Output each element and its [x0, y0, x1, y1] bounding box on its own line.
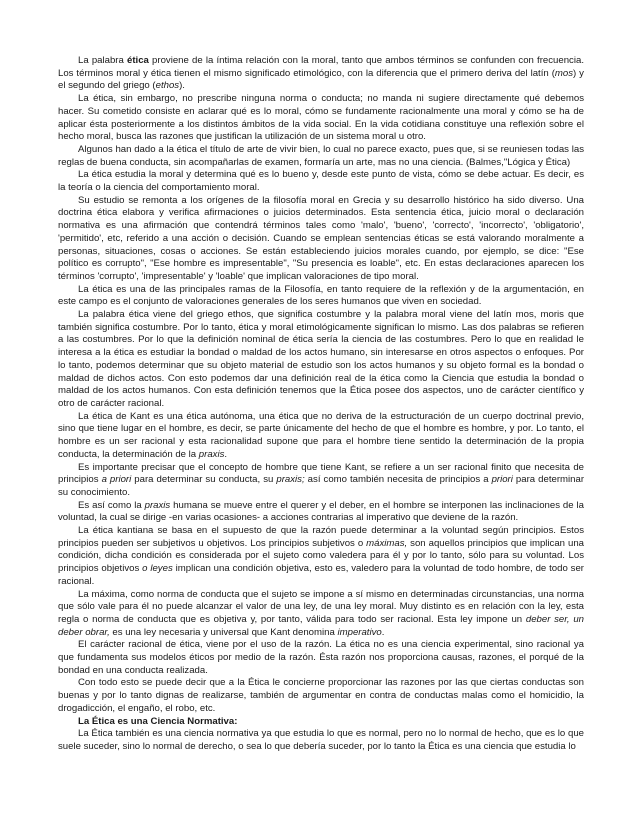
paragraph — [58, 728, 584, 753]
text-run: El carácter racional de ética, viene por el uso de la razón. La ética no es una ciencia experimental, sino racional ya que fundamenta sus modelos éticos por medio de la razón. Ésta razón nos proporciona causas, razones, el porqué de la bondad en una conducta realizada. — [58, 639, 584, 676]
text-run: humana se mueve entre el querer y el deber, en el hombre se interponen las inclinaciones de la voluntad, la cual se dirige -en varias ocasiones- a acciones contrarias al imperativo que deviene de la razón. — [58, 499, 584, 524]
italic-text: praxis — [144, 499, 171, 511]
text-run: La ética es una de las principales ramas de la Filosofía, en tanto requiere de la reflexión y de la argumentación, en este campo es el conjunto de valoraciones generales de los seres humanos que viven en sociedad. — [58, 283, 584, 308]
bold-text: ética — [127, 55, 149, 66]
text-run: proviene de la íntima relación con la moral, tanto que ambos términos se confunden con frecuencia. Los términos moral y ética tienen el mismo significado etimológico, con la diferencia que el primero deriva del latín ( — [58, 55, 584, 79]
italic-text: praxis — [198, 448, 225, 460]
text-run: para determinar su conocimiento. — [58, 474, 585, 498]
text-run: . — [224, 448, 228, 460]
paragraph — [58, 411, 584, 462]
text-run: ) y el segundo del griego ( — [58, 67, 584, 92]
text-run: La ética kantiana se basa en el supuesto de que la razón puede determinar a la voluntad según principios. Estos principios pueden ser subjetivos u objetivos. Los principios subjetivos o — [58, 525, 584, 549]
text-run: La máxima, como norma de conducta que el sujeto se impone a sí mismo en determinadas circunstancias, una norma que sólo vale para él no puede alcanzar el valor de una ley, de una ley moral. Muy distinto es en relación con la ley, esta regla o norma de conducta que es objetiva y, por tanto, válida para todo ser racional. Esta ley impone un — [58, 588, 584, 625]
text-run: La Ética también es una ciencia normativa ya que estudia lo que es normal, pero no lo normal de hecho, que es lo que suele suceder, sino lo normal de derecho, o sea lo que debería suceder, por lo tanto la Ética es una ciencia que estudia lo — [58, 728, 584, 752]
paragraph — [58, 195, 584, 284]
text-run: para determinar su conducta, su — [131, 474, 277, 486]
paragraph — [58, 525, 584, 589]
text-run: así como también necesita de principios a — [304, 474, 492, 486]
paragraph — [58, 589, 584, 640]
bold-text: La Ética es una Ciencia Normativa: — [78, 715, 238, 727]
text-run: La palabra — [78, 55, 127, 66]
paragraph — [58, 462, 584, 500]
italic-text: deber ser, un deber obrar, — [58, 613, 584, 638]
section-heading — [58, 716, 584, 729]
text-run: Es así como la — [78, 499, 145, 511]
paragraph — [58, 309, 584, 411]
paragraph — [58, 169, 584, 194]
document-body — [58, 55, 584, 754]
text-run: La ética de Kant es una ética autónoma, una ética que no deriva de la estructuración de un cuerpo doctrinal previo, sino que tiene lugar en el hombre, es decir, se parte únicamente del hecho de que el hombre es hombre, y por. Lo tanto, el hombre es un ser racional y esta racionalidad supone que para el hombre tiene sentido la determinación de la propia conducta, la determinación de la — [58, 410, 584, 460]
italic-text: máximas, — [366, 537, 408, 549]
text-run: son aquellos principios que implican una condición, dicha condición es considerada por el sujeto como valedera para él y por lo tanto, sólo para su voluntad. Los principios objetivos — [58, 537, 584, 575]
paragraph — [58, 500, 584, 525]
paragraph — [58, 677, 584, 715]
paragraph — [58, 93, 584, 144]
text-run: Algunos han dado a la ética el título de arte de vivir bien, lo cual no parece exacto, pues que, si se reuniesen todas las reglas de buena conducta, sin acompañarlas de examen, formaría un arte, mas no una ciencia. (Balmes,"Lógica y Ética) — [58, 143, 584, 168]
italic-text: ethos — [155, 80, 180, 92]
text-run: ). — [179, 80, 185, 92]
paragraph — [58, 144, 584, 169]
text-run: . — [381, 626, 385, 638]
paragraph — [58, 284, 584, 309]
text-run: La ética, sin embargo, no prescribe ninguna norma o conducta; no manda ni sugiere directamente qué debemos hacer. Su cometido consiste en aclarar qué es lo moral, cómo se fundamente racionalmente una moral y cómo se ha de aplicar ésta posteriormente a los distintos ámbitos de la vida social. En la vida cotidiana constituye una reflexión sobre el hecho moral, busca las razones que justifican la utilización de un sistema moral u otro. — [58, 93, 584, 143]
text-run: implican una condición objetiva, esto es, valedero para la voluntad de todo hombre, de todo ser racional. — [58, 563, 584, 587]
text-run: Con todo esto se puede decir que a la Ética le concierne proporcionar las razones por las que ciertas conductas son buenas y por lo tanto dignas de realizarse, también de argumentar en contra de conductas malas como el homicidio, la drogadicción, el engaño, el robo, etc. — [58, 677, 584, 714]
italic-text: imperativo — [337, 626, 382, 638]
text-run: Su estudio se remonta a los orígenes de la filosofía moral en Grecia y su desarrollo histórico ha sido diverso. Una doctrina ética elabora y verifica afirmaciones o juicios determinados. Esta sentencia ética, juicio moral o declaración normativa es una afirmación que contendrá términos tales como 'malo', 'bueno', 'correcto', 'incorrecto', 'obligatorio', 'permitido', etc, referido a una acción o decisión. Cuando se emplean sentencias éticas se está valorando moralmente a personas, situaciones, cosas o acciones. Se están estableciendo juicios morales cuando, por ejemplo, se dice: "Ese político es corrupto", "Ese hombre es impresentable", "Su presencia es loable", etc. En estas declaraciones aparecen los términos 'corrupto', 'impresentable' y 'loable' que implican valoraciones de tipo moral. — [58, 194, 584, 282]
italic-text: a priori — [101, 474, 132, 486]
italic-text: priori — [491, 474, 513, 486]
italic-text: o leyes — [142, 563, 173, 575]
text-run: es una ley necesaria y universal que Kant denomina — [109, 626, 338, 638]
text-run: La ética estudia la moral y determina qué es lo bueno y, desde este punto de vista, cómo se debe actuar. Es decir, es la teoría o la ciencia del comportamiento moral. — [58, 169, 584, 194]
text-run: Es importante precisar que el concepto de hombre que tiene Kant, se refiere a un ser racional finito que necesita de principios — [58, 461, 584, 486]
text-run: La palabra ética viene del griego ethos, que significa costumbre y la palabra moral viene del latín mos, moris que también significa costumbre. Por lo tanto, ética y moral etimológicamente significan lo mismo. Las dos palabras se refieren a las costumbres. Por lo que la definición nominal de ética sería la ciencia de las costumbres. Pero lo que en realidad le interesa a la ética es estudiar la bondad o maldad de los actos humano, sin interesarse en otros aspectos o enfoques. Por lo tanto, podemos determinar que su objeto material de estudio son los actos humanos y su objeto formal es la bondad o maldad de dichos actos. Con esto podemos dar una definición real de la ética como la Ciencia que estudia la bondad o maldad de los actos humanos. Con esta definición tenemos que la Ética posee dos aspectos, uno de carácter científico y otro de carácter racional. — [58, 309, 584, 409]
paragraph — [58, 639, 584, 677]
paragraph — [58, 55, 584, 93]
italic-text: mos — [554, 67, 574, 79]
italic-text: praxis; — [276, 474, 305, 486]
